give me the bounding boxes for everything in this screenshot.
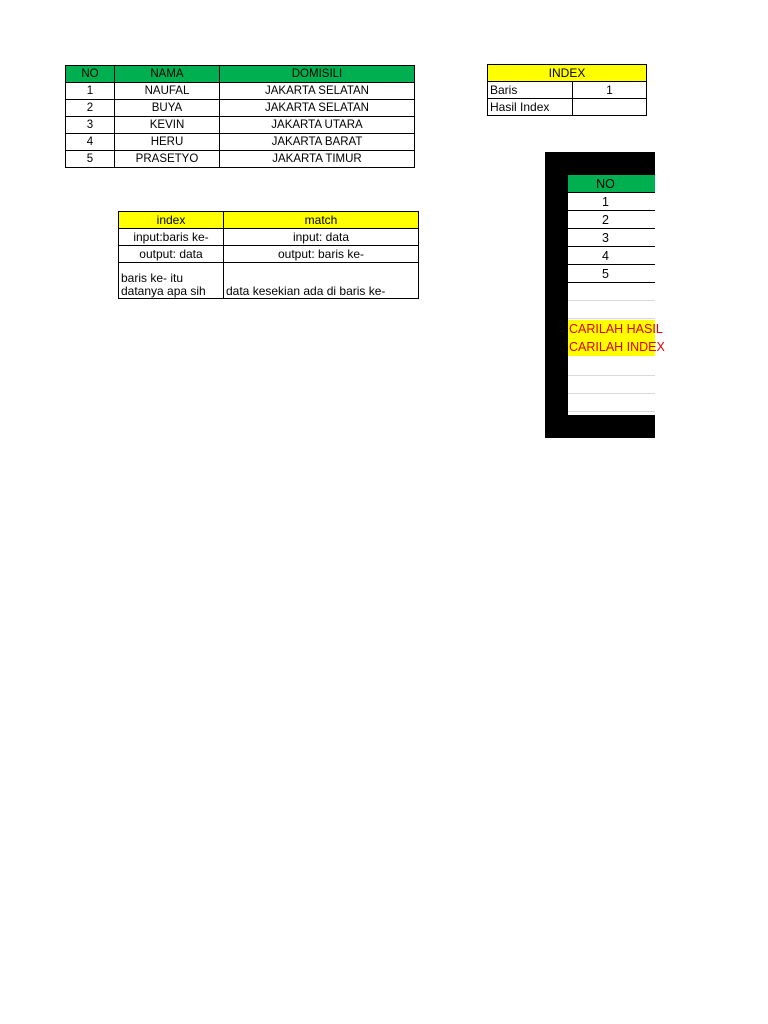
empty-row[interactable] [568, 394, 655, 412]
cell-nama[interactable]: NAUFAL [115, 83, 220, 100]
table-row [119, 229, 419, 246]
cell-nama[interactable]: PRASETYO [115, 151, 220, 168]
hasil-index-label[interactable]: Hasil Index [488, 99, 573, 116]
cell-domisili[interactable]: JAKARTA SELATAN [220, 83, 415, 100]
hasil-index-value[interactable] [573, 99, 647, 116]
embedded-cell-no[interactable]: 1 [568, 193, 655, 211]
embedded-sheet [568, 175, 665, 415]
embedded-header-no[interactable]: NO [568, 175, 655, 193]
table-row [66, 134, 415, 151]
empty-row[interactable] [568, 358, 655, 376]
index-panel-title[interactable]: INDEX [488, 65, 647, 82]
cell-nama[interactable]: KEVIN [115, 117, 220, 134]
table-header-row [119, 212, 419, 229]
header-no[interactable]: NO [66, 66, 115, 83]
header-match[interactable]: match [224, 212, 419, 229]
baris-value[interactable]: 1 [573, 82, 647, 99]
table-row [119, 246, 419, 263]
table-header-row [66, 66, 415, 83]
cell-match-explanation[interactable]: data kesekian ada di baris ke- [224, 263, 419, 299]
table-row [66, 151, 415, 168]
header-index[interactable]: index [119, 212, 224, 229]
cell-no[interactable]: 5 [66, 151, 115, 168]
empty-row[interactable] [568, 301, 655, 319]
embedded-cell-no[interactable]: 2 [568, 211, 655, 229]
cell-no[interactable]: 1 [66, 83, 115, 100]
cell-nama[interactable]: HERU [115, 134, 220, 151]
empty-row[interactable] [568, 283, 655, 301]
student-table [65, 65, 415, 168]
cell-index-explanation[interactable]: baris ke- itu datanya apa sih [119, 263, 224, 299]
index-panel [487, 64, 647, 116]
header-nama[interactable]: NAMA [115, 66, 220, 83]
cell-index-output[interactable]: output: data [119, 246, 224, 263]
table-row [119, 263, 419, 299]
table-row [66, 83, 415, 100]
embedded-cell-no[interactable]: 3 [568, 229, 655, 247]
cell-nama[interactable]: BUYA [115, 100, 220, 117]
cell-domisili[interactable]: JAKARTA SELATAN [220, 100, 415, 117]
header-domisili[interactable]: DOMISILI [220, 66, 415, 83]
embedded-cell-no[interactable]: 5 [568, 265, 655, 283]
table-row [66, 100, 415, 117]
cell-index-input[interactable]: input:baris ke- [119, 229, 224, 246]
cell-no[interactable]: 4 [66, 134, 115, 151]
cell-match-output[interactable]: output: baris ke- [224, 246, 419, 263]
cell-match-input[interactable]: input: data [224, 229, 419, 246]
table-row [66, 117, 415, 134]
cell-domisili[interactable]: JAKARTA UTARA [220, 117, 415, 134]
cell-no[interactable]: 3 [66, 117, 115, 134]
empty-row[interactable] [568, 376, 655, 394]
cell-no[interactable]: 2 [66, 100, 115, 117]
embedded-cell-no[interactable]: 4 [568, 247, 655, 265]
index-match-table [118, 211, 419, 299]
baris-label[interactable]: Baris [488, 82, 573, 99]
cell-domisili[interactable]: JAKARTA BARAT [220, 134, 415, 151]
cell-domisili[interactable]: JAKARTA TIMUR [220, 151, 415, 168]
task-cari-index[interactable]: CARILAH INDEX [569, 340, 665, 354]
task-cari-hasil[interactable]: CARILAH HASIL [569, 322, 663, 336]
